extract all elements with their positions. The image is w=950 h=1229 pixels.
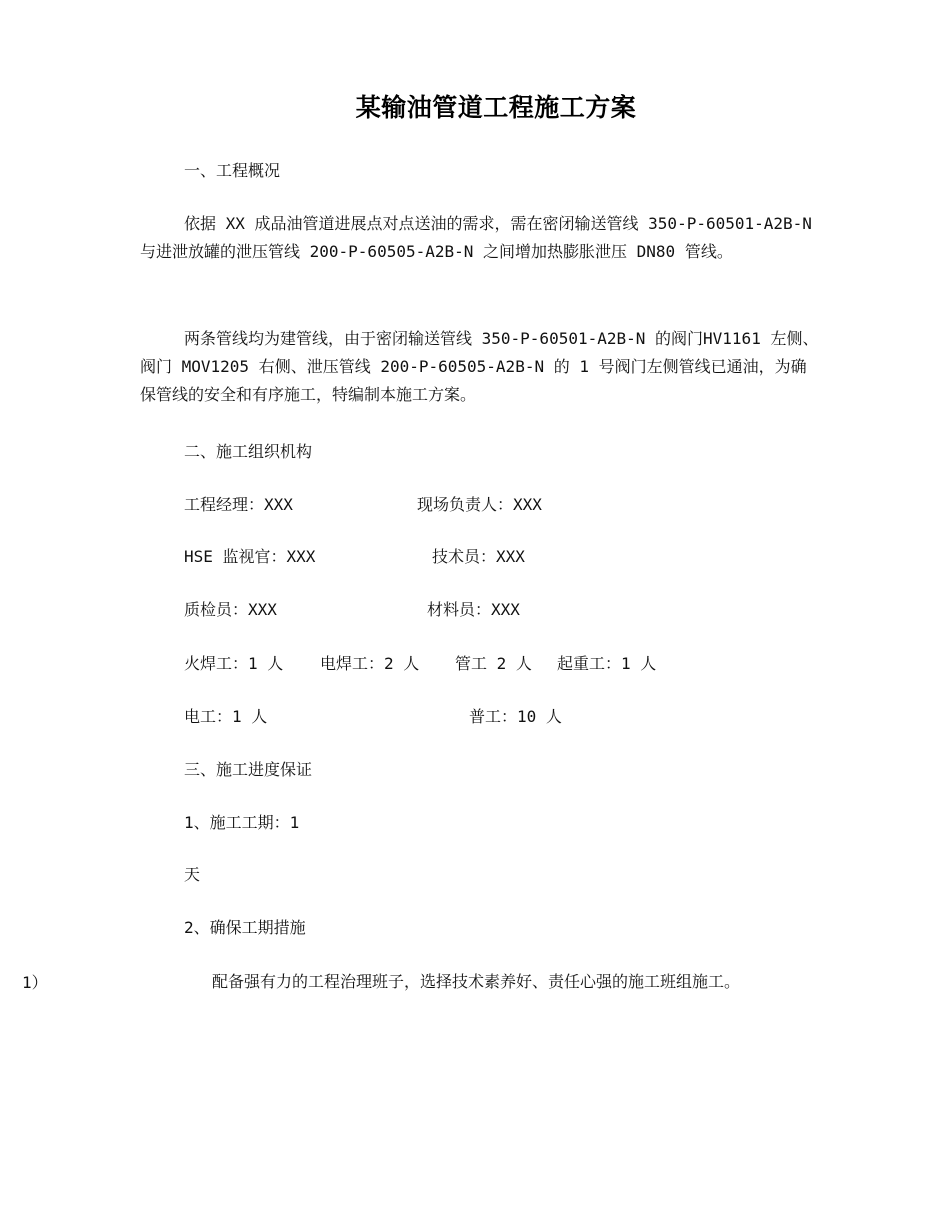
worker-gas-welder: 火焊工：1 人 bbox=[184, 654, 284, 673]
paragraph-overview-1: 依据 XX 成品油管道进展点对点送油的需求，需在密闭输送管线 350-P-60501-A2B-N 与进泄放罐的泄压管线 200-P-60505-A2B-N 之间增加热膨胀泄压 DN80 管线。 bbox=[140, 214, 812, 261]
document-title: 某输油管道工程施工方案 bbox=[355, 93, 637, 122]
org-site-manager: 现场负责人：XXX bbox=[417, 495, 542, 514]
schedule-item-measures: 2、确保工期措施 bbox=[184, 918, 306, 937]
section-heading-overview: 一、工程概况 bbox=[184, 161, 281, 180]
worker-pipefitter: 管工 2 人 bbox=[455, 654, 532, 673]
measure-text: 配备强有力的工程治理班子，选择技术素养好、责任心强的施工班组施工。 bbox=[212, 972, 741, 991]
worker-electrician: 电工：1 人 bbox=[184, 707, 268, 726]
schedule-item-duration: 1、施工工期：1 bbox=[184, 813, 300, 832]
org-quality-inspector: 质检员：XXX bbox=[184, 600, 277, 619]
schedule-item-duration-unit: 天 bbox=[184, 865, 201, 884]
org-technician: 技术员：XXX bbox=[432, 547, 525, 566]
worker-laborer: 普工：10 人 bbox=[469, 707, 562, 726]
org-project-manager: 工程经理：XXX bbox=[184, 495, 293, 514]
measure-number: 1） bbox=[22, 973, 48, 992]
worker-rigger: 起重工：1 人 bbox=[557, 654, 657, 673]
section-heading-schedule: 三、施工进度保证 bbox=[184, 760, 313, 779]
section-heading-organization: 二、施工组织机构 bbox=[184, 442, 313, 461]
org-material-clerk: 材料员：XXX bbox=[427, 600, 520, 619]
org-hse-supervisor: HSE 监视官：XXX bbox=[184, 547, 316, 566]
worker-electric-welder: 电焊工：2 人 bbox=[320, 654, 420, 673]
paragraph-overview-2: 两条管线均为建管线，由于密闭输送管线 350-P-60501-A2B-N 的阀门HV1161 左侧、阀门 MOV1205 右侧、泄压管线 200-P-60505-A2B-N 的 1 号阀门左侧管线已通油，为确保管线的安全和有序施工，特编制本施工方案。 bbox=[140, 329, 819, 404]
